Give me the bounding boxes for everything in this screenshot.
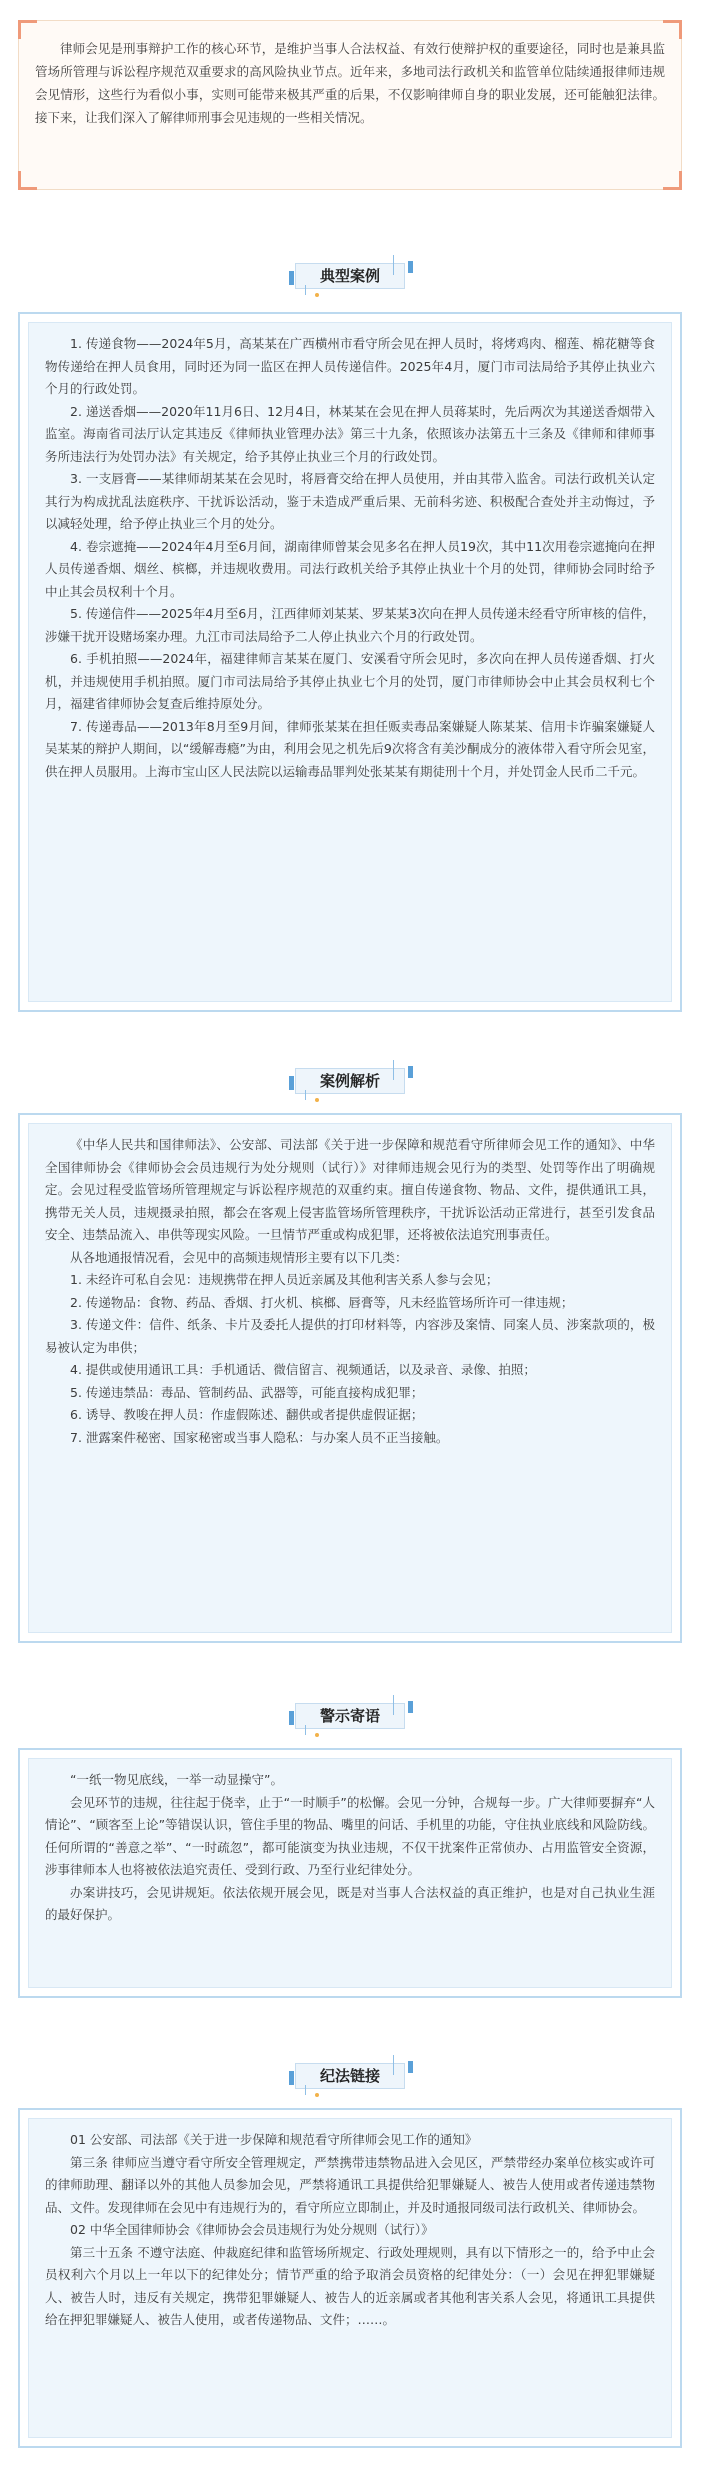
heading-dot: [315, 293, 319, 297]
heading-accent: [289, 2071, 294, 2085]
warning-panel: [18, 1748, 682, 1998]
heading-accent: [408, 1701, 413, 1713]
heading-accent: [408, 2061, 413, 2073]
section-heading-cases: [285, 255, 417, 295]
list-item: 1. 未经许可私自会见：违规携带在押人员近亲属及其他利害关系人参与会见；: [70, 1272, 499, 1287]
case-item: 5. 传递信件——2025年4月至6月，江西律师刘某某、罗某某3次向在押人员传递未经看守所审核的信件，涉嫌干扰开设赌场案办理。九江市司法局给予二人停止执业六个月的行政处罚。: [45, 606, 655, 644]
list-item: 4. 提供或使用通讯工具：手机通话、微信留言、视频通话，以及录音、录像、拍照；: [70, 1362, 536, 1377]
analysis-paragraph: 从各地通报情况看，会见中的高频违规情形主要有以下几类：: [70, 1249, 408, 1265]
heading-dot: [315, 1098, 319, 1102]
heading-accent: [289, 271, 294, 285]
warning-paragraph: “一纸一物见底线，一举一动显操守”。: [70, 1772, 283, 1787]
analysis-paragraph: 《中华人民共和国律师法》、公安部、司法部《关于进一步保障和规范看守所律师会见工作的通知》、中华全国律师协会《律师协会会员违规行为处分规则（试行）》对律师违规会见行为的类型、处罚等作出了明确规定。会见过程受监管场所管理规定与诉讼程序规范的双重约束。擅自传递食物、物品、文件，提供通讯工具，携带无关人员，违规摄录拍照，都会在客观上侵害监管场所管理秩序，干扰诉讼活动正常进行，甚至引发食品安全、违禁品流入、串供等现实风险。一旦情节严重或构成犯罪，还将被依法追究刑事责任。: [45, 1137, 655, 1242]
case-item: 6. 手机拍照——2024年，福建律师言某某在厦门、安溪看守所会见时，多次向在押人员传递香烟、打火机，并违规使用手机拍照。厦门市司法局给予其停止执业七个月的处罚，厦门市律师协会中止其会员权利七个月，福建省律师协会复查后维持原处分。: [45, 651, 655, 711]
list-item: 6. 诱导、教唆在押人员：作虚假陈述、翻供或者提供虚假证据；: [70, 1407, 424, 1422]
section-title: 纪法链接: [319, 2067, 380, 2085]
regulation-title: 02 中华全国律师协会《律师协会会员违规行为处分规则（试行）》: [70, 2222, 434, 2237]
heading-accent: [408, 261, 413, 273]
case-item: 3. 一支唇膏——某律师胡某某在会见时，将唇膏交给在押人员使用，并由其带入监舍。司法行政机关认定其行为构成扰乱法庭秩序、干扰诉讼活动，鉴于未造成严重后果、无前科劣迹、积极配合查处并主动悔过，予以减轻处理，给予停止执业三个月的处分。: [45, 471, 655, 531]
list-item: 5. 传递违禁品：毒品、管制药品、武器等，可能直接构成犯罪；: [70, 1384, 424, 1400]
case-item: 7. 传递毒品——2013年8月至9月间，律师张某某在担任贩卖毒品案嫌疑人陈某某、信用卡诈骗案嫌疑人吴某某的辩护人期间，以“缓解毒瘾”为由，利用会见之机先后9次将含有美沙酮成分的液体带入看守所会见室，供在押人员服用。上海市宝山区人民法院以运输毒品罪判处张某某有期徒刑十个月，并处罚金人民币二千元。: [45, 718, 655, 779]
warning-paragraph: 会见环节的违规，往往起于侥幸，止于“一时顺手”的松懈。会见一分钟，合规每一步。广大律师要摒弃“人情论”、“顾客至上论”等错误认识，管住手里的物品、嘴里的问话、手机里的功能，守住执业底线和风险防线。任何所谓的“善意之举”、“一时疏忽”，都可能演变为执业违规，不仅干扰案件正常侦办、占用监管安全资源，涉事律师本人也将被依法追究责任、受到行政、乃至行业纪律处分。: [45, 1794, 655, 1877]
list-item: 3. 传递文件：信件、纸条、卡片及委托人提供的打印材料等，内容涉及案情、同案人员、涉案款项的，极易被认定为串供；: [45, 1317, 655, 1355]
heading-accent: [408, 1066, 413, 1078]
corner-decoration: [663, 20, 682, 39]
heading-dot: [315, 2093, 319, 2097]
corner-decoration: [663, 171, 682, 190]
cases-panel: [18, 312, 682, 1012]
intro-text: 律师会见是刑事辩护工作的核心环节，是维护当事人合法权益、有效行使辩护权的重要途径，同时也是兼具监管场所管理与诉讼程序规范双重要求的高风险执业节点。近年来，多地司法行政机关和监管单位陆续通报律师违规会见情形，这些行为看似小事，实则可能带来极其严重的后果，不仅影响律师自身的职业发展，还可能触犯法律。接下来，让我们深入了解律师刑事会见违规的一些相关情况。: [35, 41, 665, 125]
intro-card: [18, 20, 682, 190]
warning-paragraph: 办案讲技巧，会见讲规矩。依法依规开展会见，既是对当事人合法权益的真正维护，也是对自己执业生涯的最好保护。: [45, 1884, 655, 1922]
list-item: 2. 传递物品：食物、药品、香烟、打火机、槟榔、唇膏等，凡未经监管场所许可一律违规；: [70, 1294, 574, 1310]
section-heading-links: [285, 2055, 417, 2095]
section-title: 案例解析: [319, 1072, 380, 1090]
regulation-article: 第三十五条 不遵守法庭、仲裁庭纪律和监管场所规定、行政处理规则，具有以下情形之一的，给予中止会员权利六个月以上一年以下的纪律处分；情节严重的给予取消会员资格的纪律处分：（一）会见在押犯罪嫌疑人、被告人时，违反有关规定，携带犯罪嫌疑人、被告人的近亲属或者其他利害关系人会见，将通讯工具提供给在押犯罪嫌疑人、被告人使用，或者传递物品、文件；……。: [45, 2244, 655, 2327]
corner-decoration: [18, 171, 37, 190]
case-item: 1. 传递食物——2024年5月，高某某在广西横州市看守所会见在押人员时，将烤鸡肉、榴莲、棉花糖等食物传递给在押人员食用，同时还为同一监区在押人员传递信件。2025年4月，厦门市司法局给予其停止执业六个月的行政处罚。: [45, 336, 655, 396]
section-heading-analysis: [285, 1060, 417, 1100]
corner-decoration: [18, 20, 37, 39]
heading-accent: [289, 1711, 294, 1725]
case-item: 4. 卷宗遮掩——2024年4月至6月间，湖南律师曾某会见多名在押人员19次，其中11次用卷宗遮掩向在押人员传递香烟、烟丝、槟榔，并违规收费用。司法行政机关给予其停止执业十个月的处罚，律师协会同时给予中止其会员权利十个月。: [45, 538, 655, 599]
section-heading-warning: [285, 1695, 417, 1735]
case-item: 2. 递送香烟——2020年11月6日、12月4日，林某某在会见在押人员蒋某时，先后两次为其递送香烟带入监室。海南省司法厅认定其违反《律师执业管理办法》第三十九条，依照该办法第五十三条及《律师和律师事务所违法行为处罚办法》有关规定，给予其停止执业三个月的行政处罚。: [45, 403, 655, 464]
heading-accent: [289, 1076, 294, 1090]
regulation-article: 第三条 律师应当遵守看守所安全管理规定，严禁携带违禁物品进入会见区，严禁带经办案单位核实或许可的律师助理、翻译以外的其他人员参加会见，严禁将通讯工具提供给犯罪嫌疑人、被告人使用或者传递违禁物品、文件。发现律师在会见中有违规行为的，看守所应立即制止，并及时通报同级司法行政机关、律师协会。: [45, 2154, 655, 2215]
heading-dot: [315, 1733, 319, 1737]
section-title: 典型案例: [319, 267, 380, 285]
links-panel: [18, 2108, 682, 2448]
section-title: 警示寄语: [319, 1707, 380, 1725]
list-item: 7. 泄露案件秘密、国家秘密或当事人隐私：与办案人员不正当接触。: [70, 1429, 449, 1445]
analysis-panel: [18, 1113, 682, 1643]
regulation-title: 01 公安部、司法部《关于进一步保障和规范看守所律师会见工作的通知》: [70, 2132, 478, 2147]
